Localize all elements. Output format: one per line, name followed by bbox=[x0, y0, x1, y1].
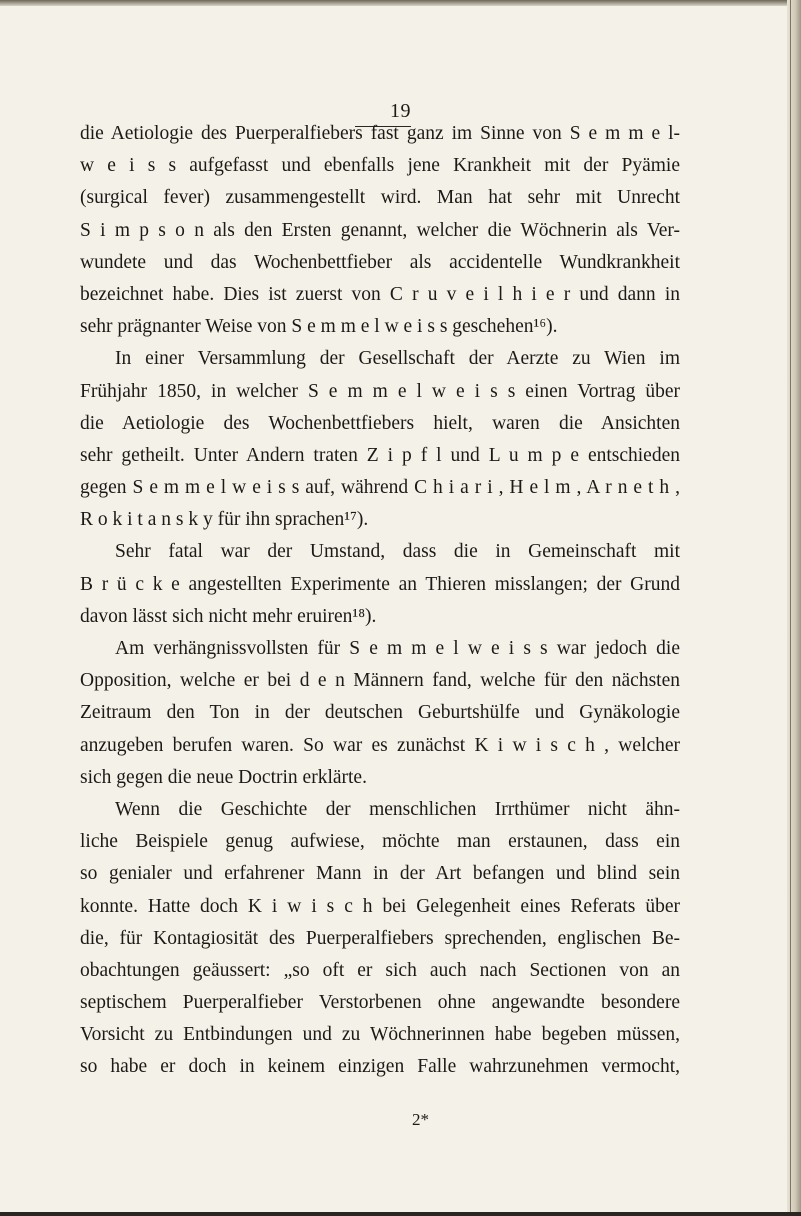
text-line: wundete und das Wochenbettfieber als accidentelle Wundkrankheit bbox=[80, 251, 680, 273]
text-line: so habe er doch in keinem einzigen Falle wahrzunehmen vermocht, bbox=[80, 1056, 680, 1078]
body-text bbox=[80, 118, 680, 1084]
text-line: anzugeben berufen waren. So war es zunächst K i w i s c h , welcher bbox=[80, 734, 680, 756]
text-line: w e i s s aufgefasst und ebenfalls jene Krankheit mit der Pyämie bbox=[80, 155, 680, 177]
page-top-edge bbox=[0, 0, 801, 6]
page-bottom-edge bbox=[0, 1212, 801, 1216]
text-line: liche Beispiele genug aufwiese, möchte man erstaunen, dass ein bbox=[80, 831, 680, 853]
text-line: septischem Puerperalfieber Verstorbenen ohne angewandte besondere bbox=[80, 992, 680, 1014]
page-number: 19 bbox=[390, 100, 411, 122]
text-line: davon lässt sich nicht mehr eruiren¹⁸). bbox=[80, 605, 377, 627]
text-line: Sehr fatal war der Umstand, dass die in Gemeinschaft mit bbox=[115, 541, 680, 563]
text-line: bezeichnet habe. Dies ist zuerst von C r u v e i l h i e r und dann in bbox=[80, 283, 680, 305]
text-line: so genialer und erfahrener Mann in der Art befangen und blind sein bbox=[80, 863, 680, 885]
text-line: S i m p s o n als den Ersten genannt, welcher die Wöchnerin als Ver- bbox=[80, 219, 680, 241]
text-line: gegen S e m m e l w e i s s auf, während C h i a r i , H e l m , A r n e t h , bbox=[80, 477, 680, 499]
text-line: Am verhängnissvollsten für S e m m e l w e i s s war jedoch die bbox=[115, 638, 680, 659]
text-line: Zeitraum den Ton in der deutschen Geburtshülfe und Gynäkologie bbox=[80, 702, 680, 724]
text-line: die, für Kontagiosität des Puerperalfiebers sprechenden, englischen Be- bbox=[80, 927, 680, 949]
text-line: konnte. Hatte doch K i w i s c h bei Gelegenheit eines Referats über bbox=[80, 895, 680, 917]
text-line: Opposition, welche er bei d e n Männern fand, welche für den nächsten bbox=[80, 670, 680, 692]
text-line: (surgical fever) zusammengestellt wird. Man hat sehr mit Unrecht bbox=[80, 187, 680, 209]
text-line: Wenn die Geschichte der menschlichen Irrthümer nicht ähn- bbox=[115, 798, 680, 820]
text-line: In einer Versammlung der Gesellschaft der Aerzte zu Wien im bbox=[115, 348, 680, 370]
text-line: sich gegen die neue Doctrin erklärte. bbox=[80, 766, 367, 788]
text-line: obachtungen geäussert: „so oft er sich auch nach Sectionen von an bbox=[80, 959, 680, 981]
text-line: sehr getheilt. Unter Andern traten Z i p f l und L u m p e entschieden bbox=[80, 444, 680, 466]
signature-mark: 2* bbox=[412, 1110, 429, 1129]
text-line: Frühjahr 1850, in welcher S e m m e l w e i s s einen Vortrag über bbox=[80, 380, 680, 402]
text-line: Vorsicht zu Entbindungen und zu Wöchnerinnen habe begeben müssen, bbox=[80, 1024, 680, 1046]
page-binding-edge bbox=[787, 0, 801, 1216]
text-line: B r ü c k e angestellten Experimente an Thieren misslangen; der Grund bbox=[80, 573, 680, 595]
text-line: die Aetiologie des Puerperalfiebers fast ganz im Sinne von S e m m e l- bbox=[80, 123, 680, 144]
text-line: die Aetiologie des Wochenbettfiebers hielt, waren die Ansichten bbox=[80, 412, 680, 434]
text-line: R o k i t a n s k y für ihn sprachen¹⁷). bbox=[80, 509, 369, 531]
text-line: sehr prägnanter Weise von S e m m e l w e i s s geschehen¹⁶). bbox=[80, 316, 558, 338]
